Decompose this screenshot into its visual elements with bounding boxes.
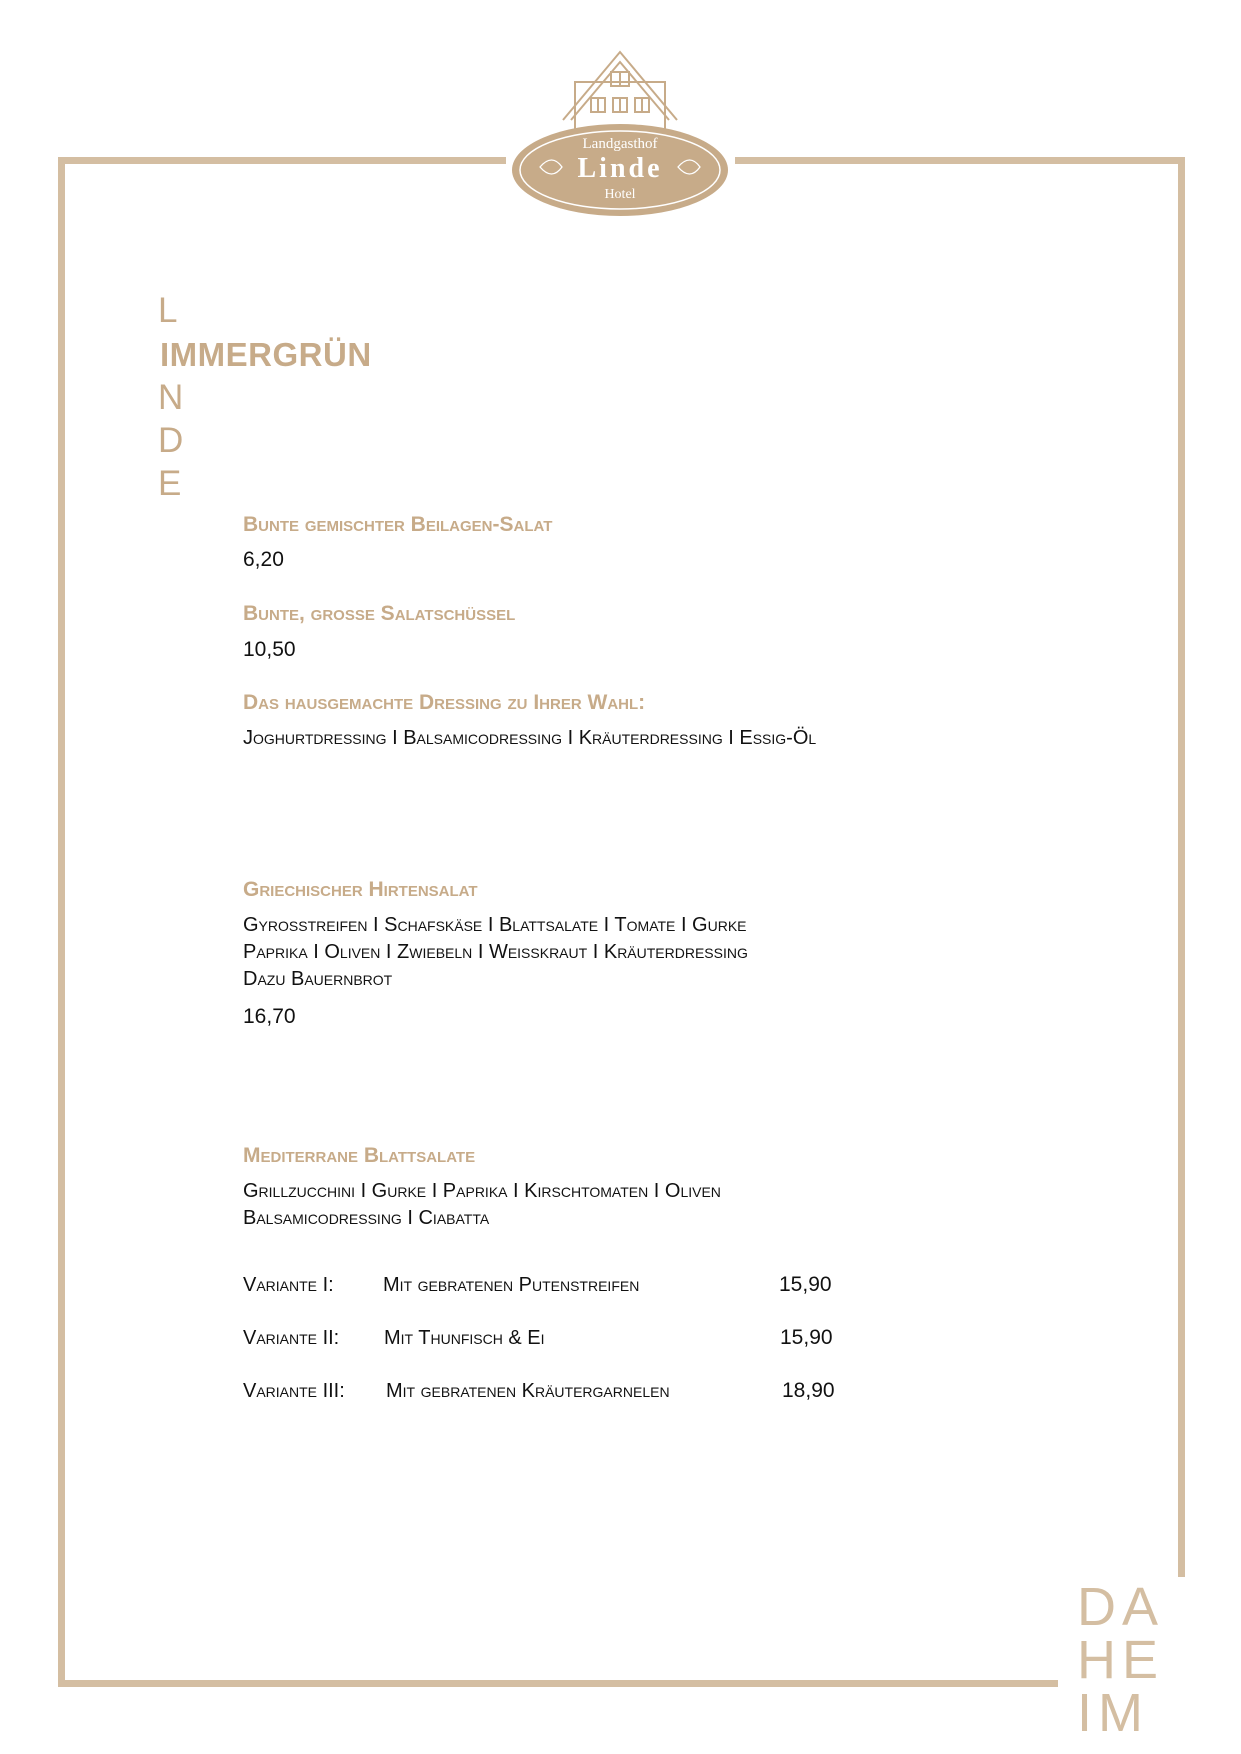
frame-top-right [735,157,1185,164]
item-title: Das hausgemachte Dressing zu Ihrer Wahl: [243,691,646,714]
item-title: Griechischer Hirtensalat [243,878,478,901]
side-letter-n: N [158,378,184,417]
logo-top-text: Landgasthof [582,136,658,152]
variant-price: 15,90 [780,1326,833,1349]
item-price: 16,70 [243,1005,296,1028]
variant-description: Mit Thunfisch & Ei [384,1327,545,1349]
variant-price: 18,90 [782,1379,835,1402]
side-letter-d: D [158,421,184,460]
item-ingredients: Paprika I Oliven I Zwiebeln I Weißkraut I Kräuterdressing [243,941,748,963]
variant-description: Mit gebratenen Putenstreifen [383,1274,640,1296]
logo-bottom-text: Hotel [604,187,636,202]
variant-label: Variante I: [243,1274,334,1296]
side-letter-l: L [158,291,178,330]
frame-top-left [58,157,506,164]
item-title: Bunte, große Salatschüssel [243,602,516,625]
item-ingredients: Dazu Bauernbrot [243,968,393,990]
landgasthof-linde-logo [505,42,735,222]
item-ingredients: Grillzucchini I Gurke I Paprika I Kirschtomaten I Oliven [243,1180,721,1202]
variant-label: Variante III: [243,1380,345,1402]
section-title: IMMERGRÜN [160,336,372,373]
daheim-line: IM [1077,1683,1149,1743]
frame-right [1178,157,1185,1577]
item-ingredients: Gyrosstreifen I Schafskäse I Blattsalate I Tomate I Gurke [243,914,747,936]
item-price: 6,20 [243,548,284,571]
variant-label: Variante II: [243,1327,340,1349]
item-title: Mediterrane Blattsalate [243,1144,476,1167]
item-ingredients: Balsamicodressing I Ciabatta [243,1207,490,1229]
item-title: Bunte gemischter Beilagen-Salat [243,513,553,536]
item-price: 10,50 [243,638,296,661]
daheim-line: DA [1077,1577,1165,1637]
variant-price: 15,90 [779,1273,832,1296]
variant-description: Mit gebratenen Kräutergarnelen [386,1380,670,1402]
daheim-line: HE [1077,1630,1165,1690]
frame-bottom [58,1680,1058,1687]
logo-name-text: Linde [577,153,663,184]
side-letter-e: E [158,464,182,503]
dressing-options: Joghurtdressing I Balsamicodressing I Kräuterdressing I Essig-Öl [243,727,817,749]
frame-left [58,157,65,1687]
